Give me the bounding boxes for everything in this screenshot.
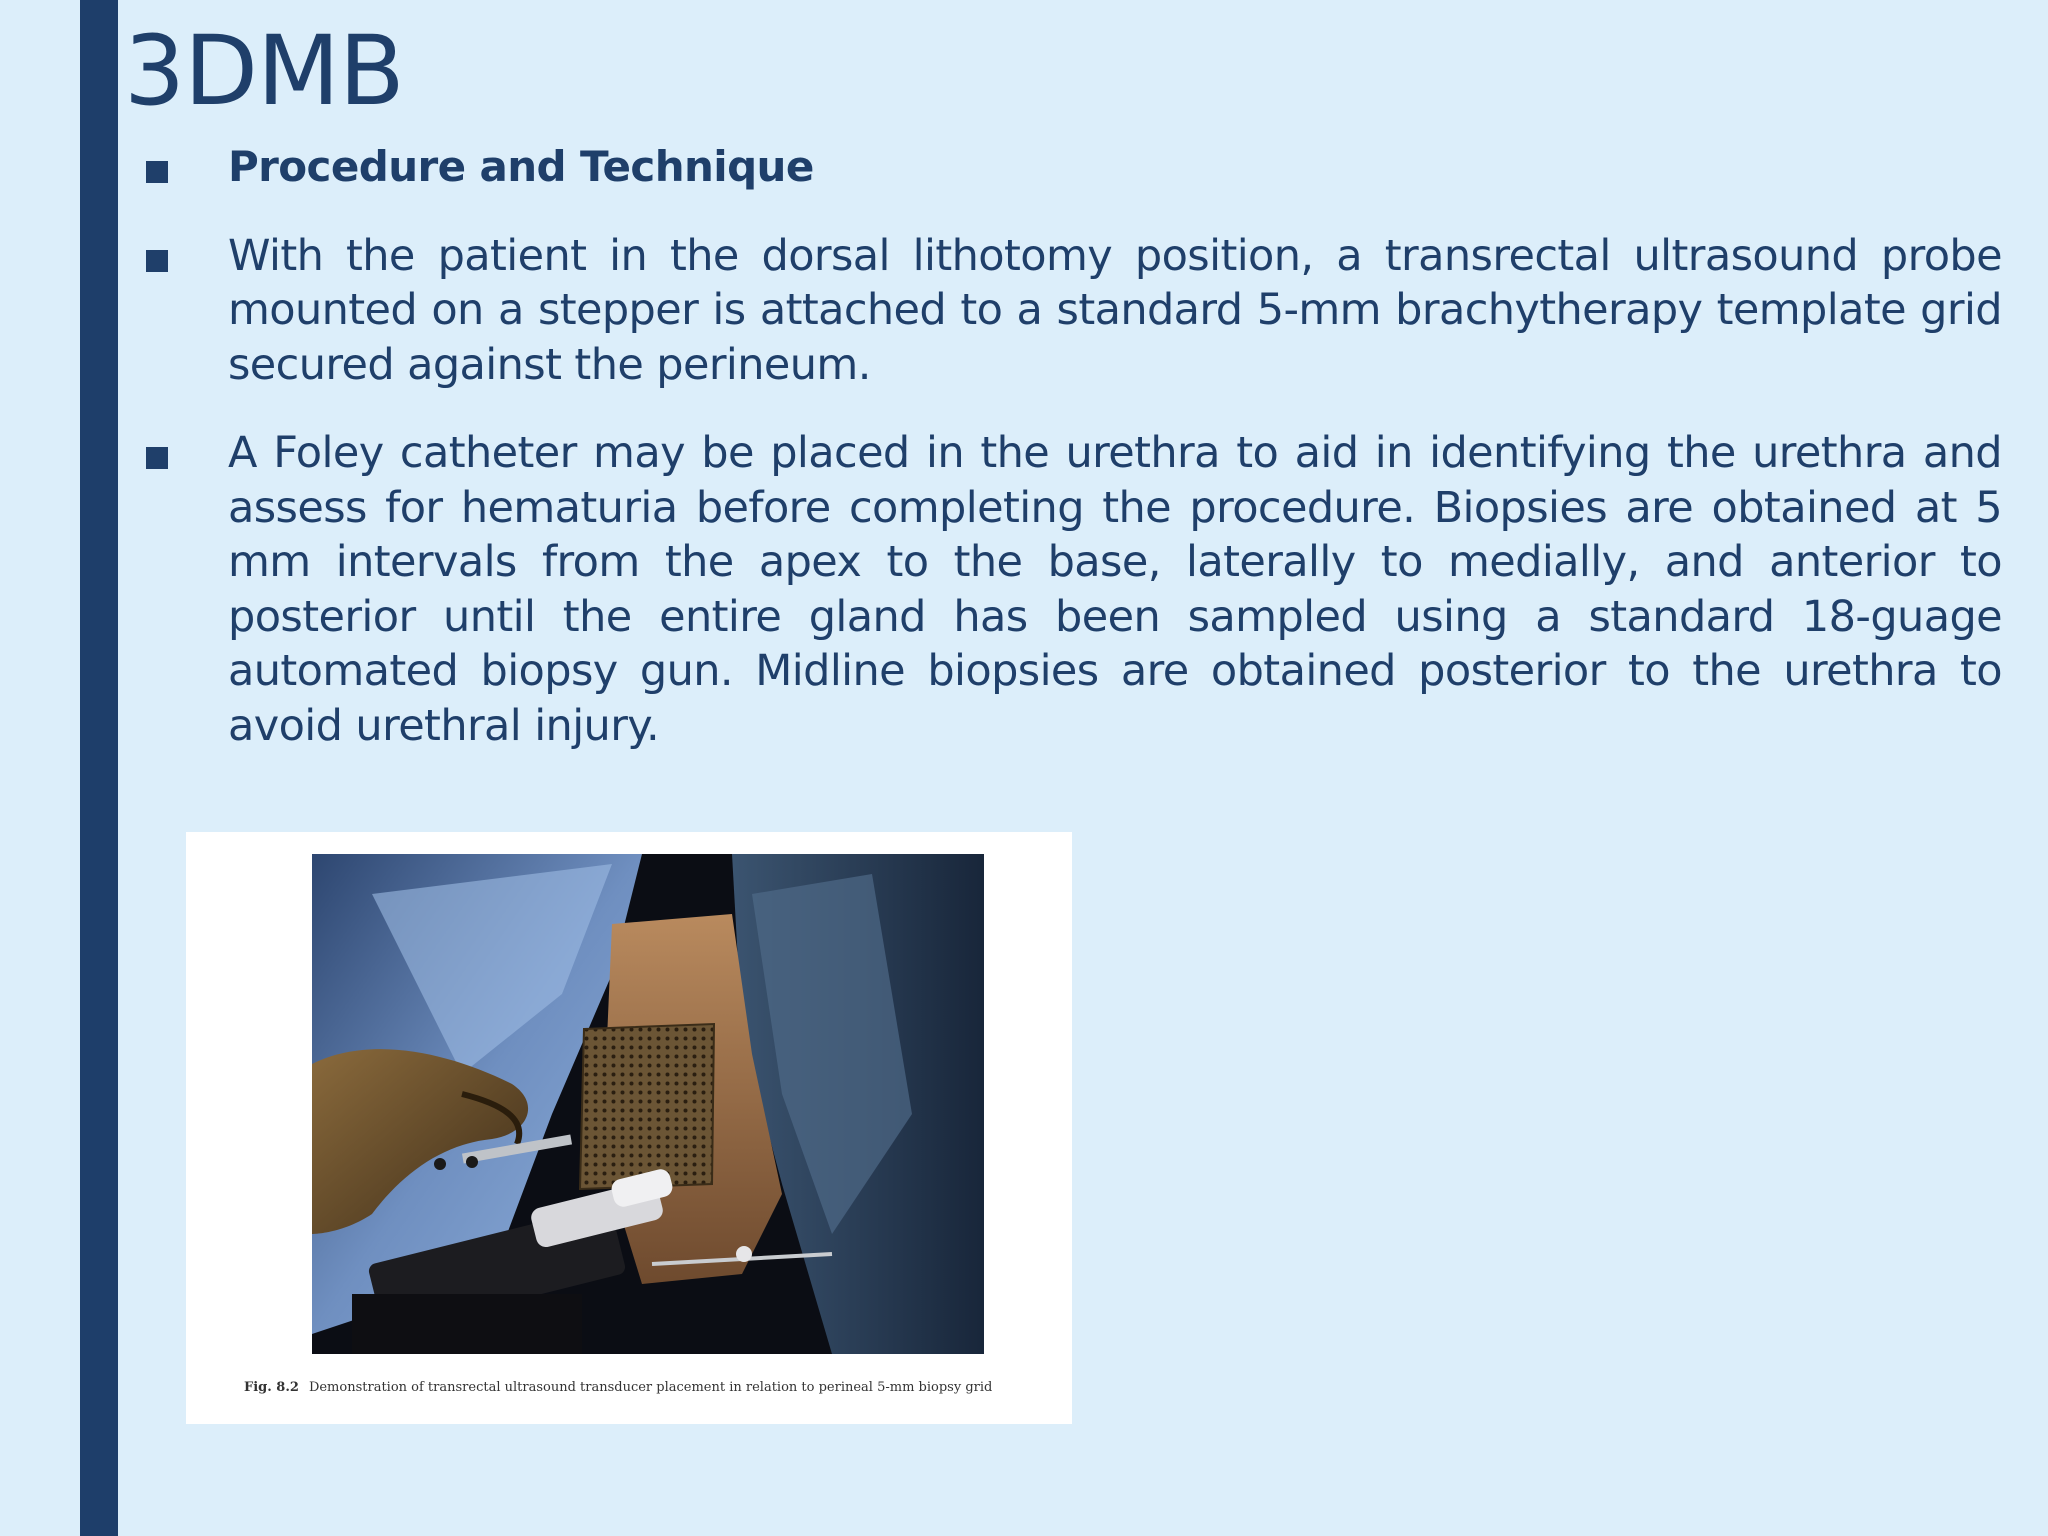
figure [186,832,1072,1424]
square-bullet-icon [146,161,168,183]
slide-title: 3DMB [124,15,404,127]
bullet-item-positioning [140,229,2002,393]
bullet-text: With the patient in the dorsal lithotomy position, a transrectal ultrasound probe mounted on a stepper is attached to a standard 5-mm brachytherapy template grid secured against the perineum. [228,230,2002,390]
figure-caption [244,1380,992,1395]
bullet-item-biopsy [140,426,2002,753]
figure-label: Fig. 8.2 [244,1380,299,1395]
bullet-item-heading [140,140,2002,195]
figure-caption-text: Demonstration of transrectal ultrasound transducer placement in relation to perineal 5-mm biopsy grid [308,1380,993,1395]
bullet-list [140,140,2002,787]
square-bullet-icon [146,447,168,469]
left-accent-bar [80,0,118,1536]
square-bullet-icon [146,250,168,272]
procedure-photo [312,854,984,1354]
bullet-text: Procedure and Technique [228,142,814,191]
bullet-text: A Foley catheter may be placed in the urethra to aid in identifying the urethra and assess for hematuria before completing the procedure. Biopsies are obtained at 5 mm intervals from the apex to the base, laterally to medially, and anterior to posterior until the entire gland has been sampled using a standard 18-guage automated biopsy gun. Midline biopsies are obtained posterior to the urethra to avoid urethral injury. [228,428,2002,751]
procedure-photo-illustration [312,854,984,1354]
